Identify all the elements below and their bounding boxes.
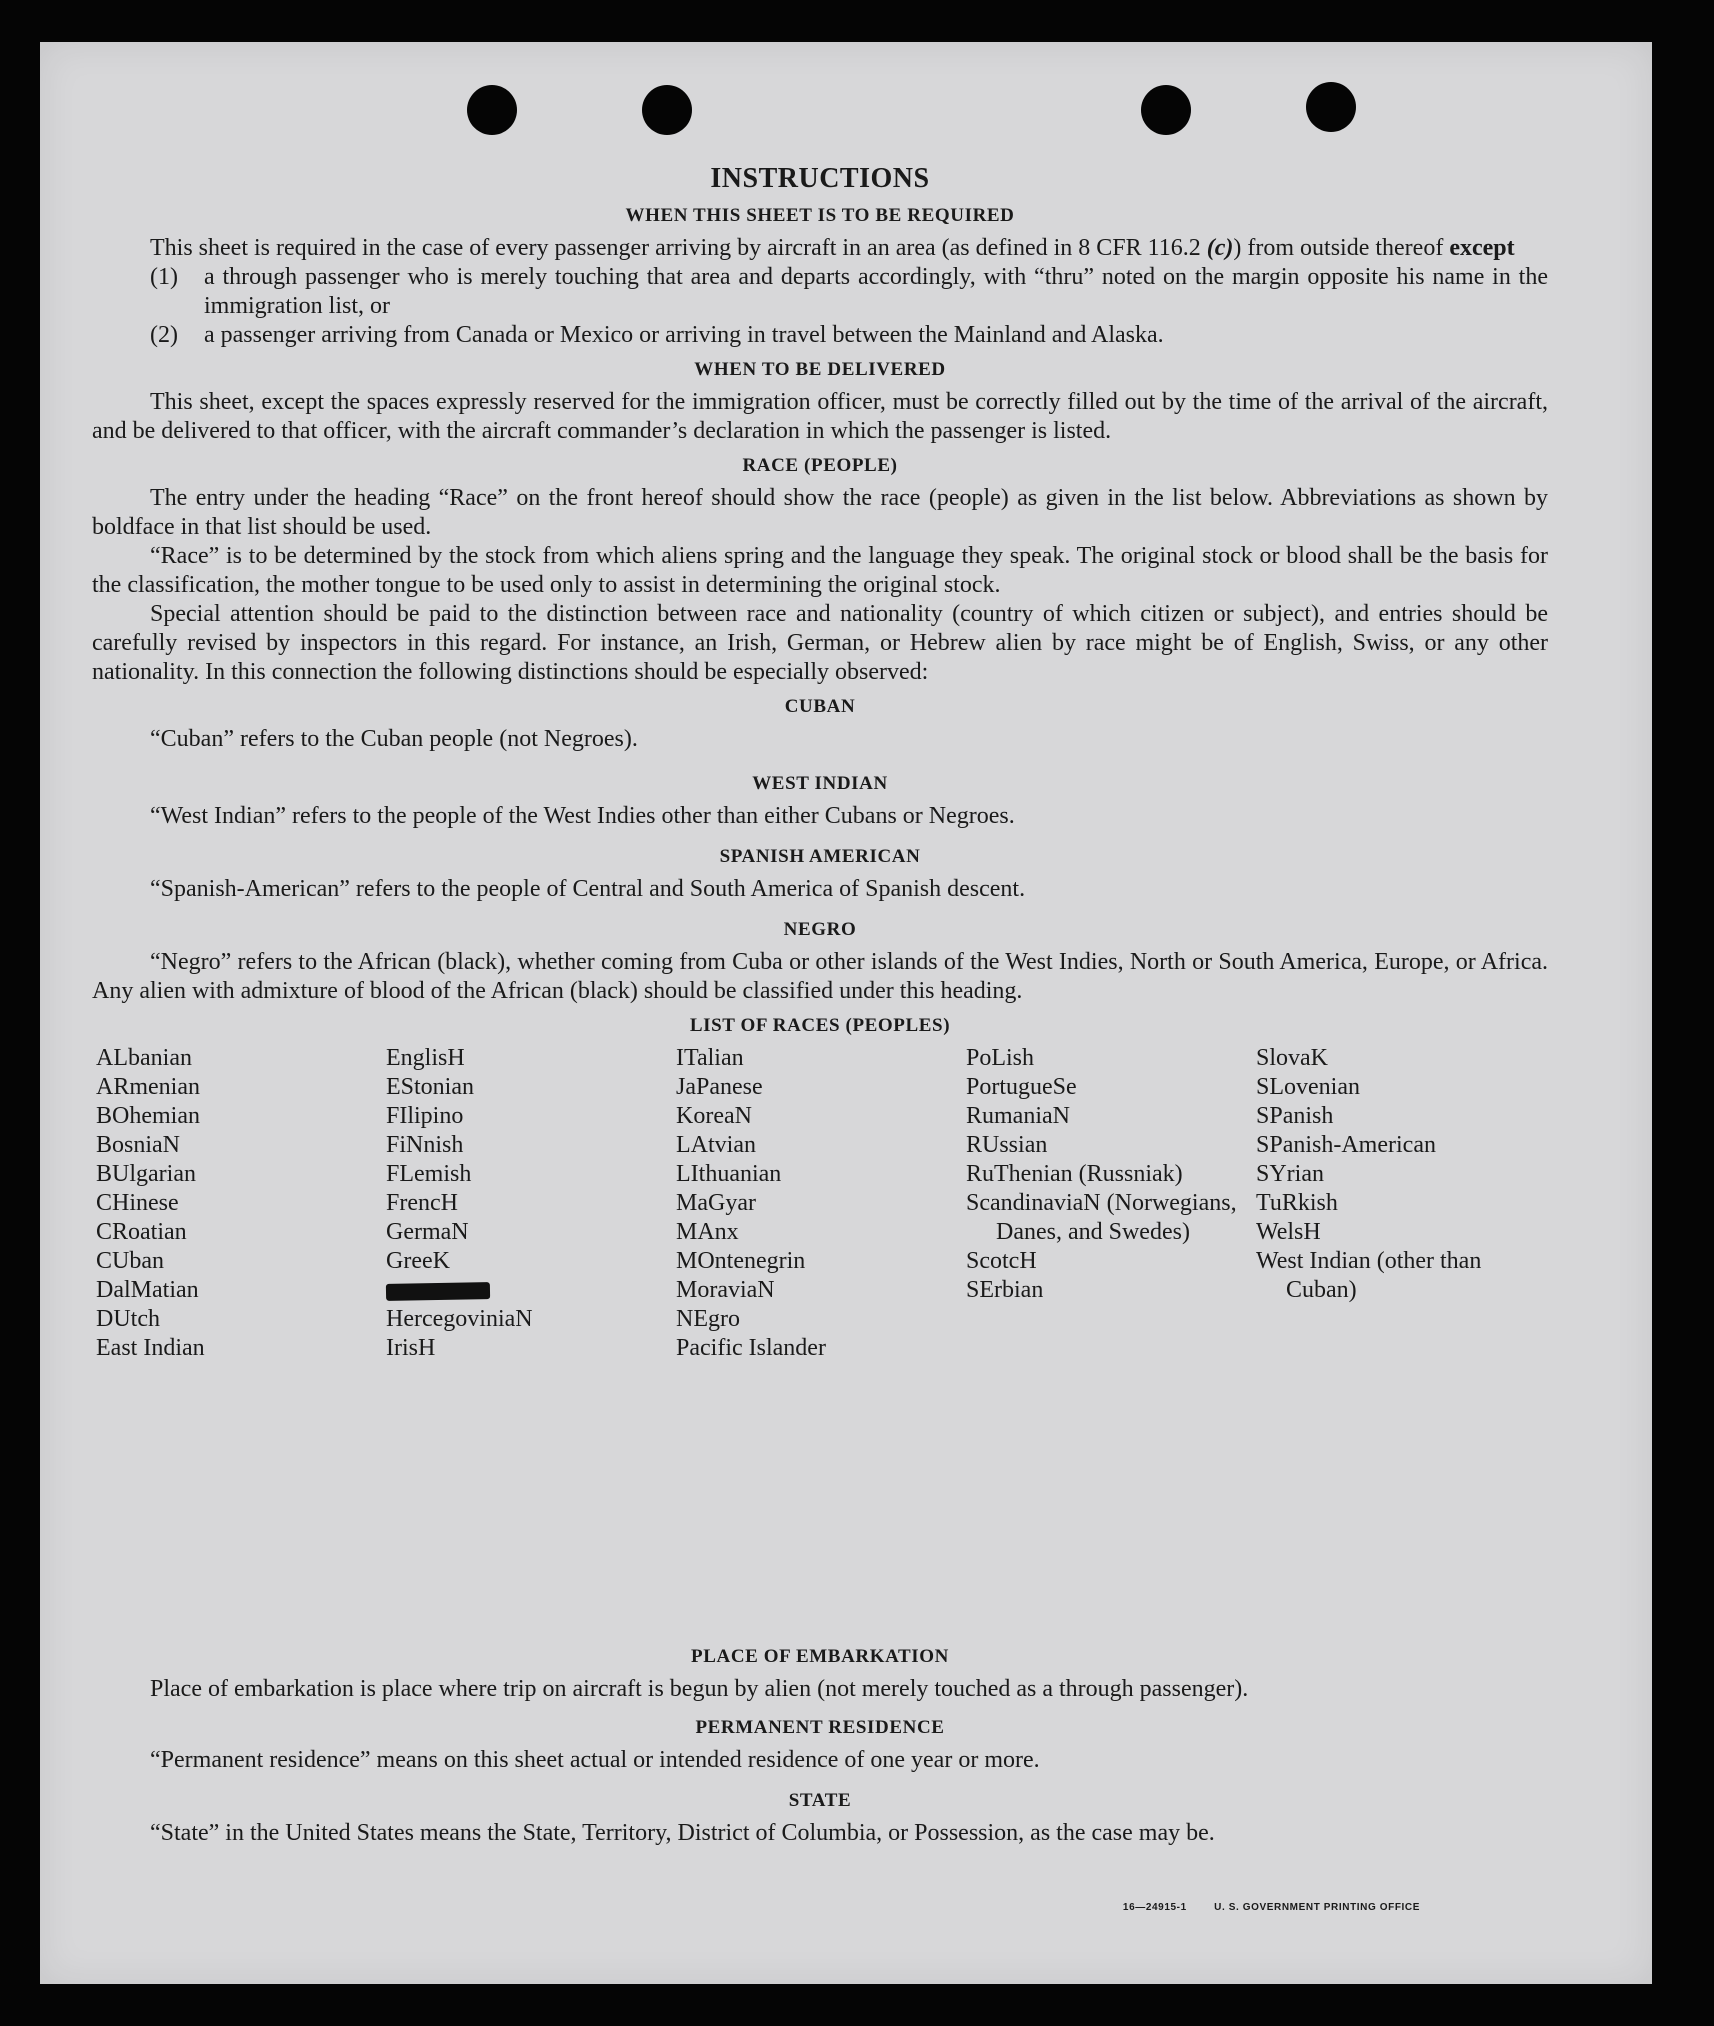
race-item: BUlgarian bbox=[96, 1161, 196, 1187]
race-item: Pacific Islander bbox=[676, 1335, 826, 1361]
delivered-text: This sheet, except the spaces expressly reserved for the immigration officer, must be correctly filled out by the time of the arrival of the aircraft, and be delivered to that officer, with the aircraft commander’s declaration in which the passenger is listed. bbox=[92, 389, 1548, 444]
race-item: NEgro bbox=[676, 1306, 740, 1332]
race-column bbox=[966, 1044, 1256, 1363]
cuban-text: “Cuban” refers to the Cuban people (not Negroes). bbox=[150, 726, 638, 752]
race-column bbox=[386, 1044, 676, 1363]
section-heading-state: STATE bbox=[788, 1790, 852, 1811]
race-item: PoLish bbox=[966, 1045, 1035, 1071]
document-sheet bbox=[40, 42, 1652, 1984]
form-number: 16—24915-1 bbox=[1122, 1902, 1187, 1913]
punch-hole bbox=[467, 85, 517, 135]
state-text: “State” in the United States means the State, Territory, District of Columbia, or Possession, as the case may be. bbox=[150, 1820, 1215, 1846]
race-item-redacted bbox=[386, 1276, 676, 1305]
instructions-body bbox=[92, 162, 1548, 1367]
race-item: PortugueSe bbox=[966, 1074, 1077, 1100]
race-item: CUban bbox=[96, 1248, 164, 1274]
race-item: GermaN bbox=[386, 1219, 469, 1245]
race-item: RUssian bbox=[966, 1132, 1048, 1158]
punch-hole bbox=[642, 85, 692, 135]
residence-text: “Permanent residence” means on this sheet actual or intended residence of one year or more. bbox=[150, 1747, 1040, 1773]
west-indian-text: “West Indian” refers to the people of the West Indies other than either Cubans or Negroes. bbox=[150, 803, 1015, 829]
section-heading-spanish-american: SPANISH AMERICAN bbox=[719, 846, 921, 867]
race-item: RuThenian (Russniak) bbox=[966, 1161, 1183, 1187]
race-item: LAtvian bbox=[676, 1132, 756, 1158]
race-item: West Indian (other than Cuban) bbox=[1256, 1248, 1482, 1303]
race-list bbox=[96, 1044, 1548, 1363]
race-column bbox=[676, 1044, 966, 1363]
race-item: GreeK bbox=[386, 1248, 450, 1274]
page-title: INSTRUCTIONS bbox=[710, 163, 930, 194]
race-item: SlovaK bbox=[1256, 1045, 1328, 1071]
race-item: WelsH bbox=[1256, 1219, 1321, 1245]
race-item: HercegoviniaN bbox=[386, 1306, 533, 1332]
race-item: SPanish-American bbox=[1256, 1132, 1436, 1158]
section-heading-residence: PERMANENT RESIDENCE bbox=[695, 1717, 945, 1738]
punch-hole bbox=[1306, 82, 1356, 132]
race-item: RumaniaN bbox=[966, 1103, 1070, 1129]
section-heading-cuban: CUBAN bbox=[784, 696, 856, 717]
race-item: KoreaN bbox=[676, 1103, 752, 1129]
redaction-mark bbox=[386, 1282, 490, 1301]
printer-imprint: U. S. GOVERNMENT PRINTING OFFICE bbox=[1214, 1902, 1420, 1913]
punch-hole bbox=[1141, 85, 1191, 135]
race-column bbox=[1256, 1044, 1546, 1363]
race-column bbox=[96, 1044, 386, 1363]
race-item: ARmenian bbox=[96, 1074, 200, 1100]
race-item: BosniaN bbox=[96, 1132, 180, 1158]
race-item: TuRkish bbox=[1256, 1190, 1338, 1216]
race-item: SYrian bbox=[1256, 1161, 1324, 1187]
race-item: ALbanian bbox=[96, 1045, 192, 1071]
race-item: East Indian bbox=[96, 1335, 205, 1361]
race-item: MaGyar bbox=[676, 1190, 756, 1216]
negro-text: “Negro” refers to the African (black), whether coming from Cuba or other islands of the West Indies, North or South America, Europe, or Africa. Any alien with admixture of blood of the African (black) should be classified under this heading. bbox=[92, 949, 1548, 1004]
exception-item: (1) a through passenger who is merely touching that area and departs accordingly, with “thru” noted on the margin opposite his name in the immigration list, or bbox=[150, 264, 1548, 319]
spanish-american-text: “Spanish-American” refers to the people of Central and South America of Spanish descent. bbox=[150, 876, 1026, 902]
race-item: CRoatian bbox=[96, 1219, 187, 1245]
section-heading-race: RACE (PEOPLE) bbox=[742, 455, 898, 476]
section-heading-list: LIST OF RACES (PEOPLES) bbox=[689, 1015, 951, 1036]
race-item: FIlipino bbox=[386, 1103, 464, 1129]
section-heading-delivered: WHEN TO BE DELIVERED bbox=[694, 359, 946, 380]
race-item: FiNnish bbox=[386, 1132, 464, 1158]
race-item: IrisH bbox=[386, 1335, 436, 1361]
race-item: SErbian bbox=[966, 1277, 1044, 1303]
race-paragraph: The entry under the heading “Race” on the front hereof should show the race (people) as given in the list below. Abbreviations as shown by boldface in that list should be used. bbox=[92, 485, 1548, 540]
race-item: MAnx bbox=[676, 1219, 739, 1245]
race-item: SLovenian bbox=[1256, 1074, 1360, 1100]
section-heading-embarkation: PLACE OF EMBARKATION bbox=[691, 1646, 949, 1667]
race-item: ITalian bbox=[676, 1045, 744, 1071]
race-paragraph: Special attention should be paid to the distinction between race and nationality (country of which citizen or subject), and entries should be carefully revised by inspectors in this regard. For instance, an Irish, German, or Hebrew alien by race might be of English, Swiss, or any other nationality. In this connection the following distinctions should be especially observed: bbox=[92, 601, 1548, 685]
required-intro: This sheet is required in the case of every passenger arriving by aircraft in an area (as defined in 8 CFR 116.2 (c)) from outside thereof except bbox=[150, 235, 1515, 261]
race-item: LIthuanian bbox=[676, 1161, 782, 1187]
section-heading-negro: NEGRO bbox=[783, 919, 857, 940]
race-item: FrencH bbox=[386, 1190, 458, 1216]
race-item: EnglisH bbox=[386, 1045, 465, 1071]
embarkation-text: Place of embarkation is place where trip on aircraft is begun by alien (not merely touched as a through passenger). bbox=[150, 1676, 1249, 1702]
section-heading-required: WHEN THIS SHEET IS TO BE REQUIRED bbox=[625, 205, 1015, 226]
race-item: EStonian bbox=[386, 1074, 474, 1100]
race-item: MoraviaN bbox=[676, 1277, 775, 1303]
race-item: SPanish bbox=[1256, 1103, 1334, 1129]
section-heading-west-indian: WEST INDIAN bbox=[752, 773, 888, 794]
exception-item: (2) a passenger arriving from Canada or Mexico or arriving in travel between the Mainland and Alaska. bbox=[150, 322, 1164, 348]
race-item: FLemish bbox=[386, 1161, 472, 1187]
race-item: JaPanese bbox=[676, 1074, 763, 1100]
form-footer bbox=[1123, 1902, 1420, 1913]
race-item: DUtch bbox=[96, 1306, 160, 1332]
race-paragraph: “Race” is to be determined by the stock from which aliens spring and the language they speak. The original stock or blood shall be the basis for the classification, the mother tongue to be used only to assist in determining the original stock. bbox=[92, 543, 1548, 598]
race-item: DalMatian bbox=[96, 1277, 199, 1303]
race-item: ScandinaviaN (Norwegians, Danes, and Swedes) bbox=[966, 1190, 1237, 1245]
race-item: CHinese bbox=[96, 1190, 179, 1216]
instructions-body-lower bbox=[92, 1637, 1548, 1848]
race-item: ScotcH bbox=[966, 1248, 1037, 1274]
race-item: BOhemian bbox=[96, 1103, 200, 1129]
race-item: MOntenegrin bbox=[676, 1248, 806, 1274]
